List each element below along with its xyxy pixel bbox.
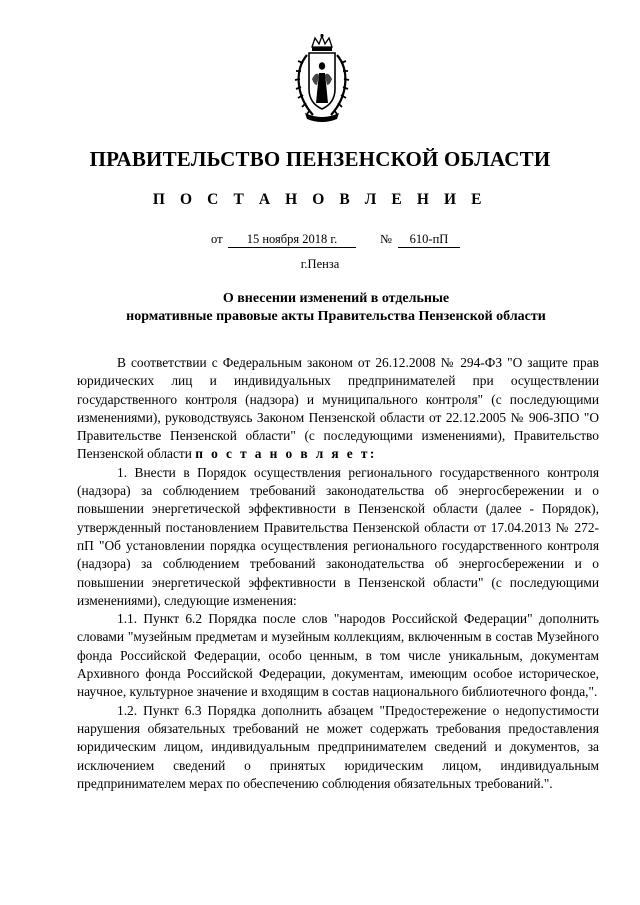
document-type: П О С Т А Н О В Л Е Н И Е (152, 191, 488, 208)
decree-keyword: п о с т а н о в л я е т: (195, 446, 377, 462)
coat-of-arms-icon (293, 33, 351, 123)
document-body (77, 354, 599, 793)
organization-name: ПРАВИТЕЛЬСТВО ПЕНЗЕНСКОЙ ОБЛАСТИ (89, 147, 551, 171)
title-line-2: нормативные правовые акты Правительства Пензенской области (126, 309, 546, 324)
paragraph-item-1-2: 1.2. Пункт 6.3 Порядка дополнить абзацем "Предостережение о недопустимости нарушения обязательных требований не может содержать требования предоставления юридическим лицом, индивидуальным предпринимателем сведений и документов, за исключением сведений о принятых юридическим лицом, индивидуальным предпринимателем мерах по обеспечению соблюдения обязательных требований.". (77, 702, 599, 791)
document-date: 15 ноября 2018 г. (228, 232, 356, 248)
document-city: г.Пенза (300, 257, 340, 271)
paragraph-preamble: В соответствии с Федеральным законом от 26.12.2008 № 294-ФЗ "О защите прав юридических лиц и индивидуальных предпринимателей при осуществлении государственного контроля (надзора) и муниципального контроля" (с последующими изменениями), руководствуясь Законом Пензенской области от 22.12.2005 № 906-ЗПО "О Правительстве Пензенской области" (с последующими изменениями), Правительство Пензенской области п о с т а н о в л я е т: (77, 355, 599, 462)
number-prefix: № (380, 232, 392, 246)
document-title (0, 290, 640, 326)
date-prefix: от (211, 232, 223, 246)
paragraph-item-1: 1. Внести в Порядок осуществления регионального государственного контроля (надзора) за соблюдением требований законодательства об энергосбережении и о повышении энергетической эффективности в Пензенской области (далее - Порядок), утвержденный постановлением Правительства Пензенской области от 17.04.2013 № 272-пП "Об установлении порядка осуществления регионального государственного контроля (надзора) за соблюдением требований законодательства об энергосбережении и о повышении энергетической эффективности в Пензенской области" (с последующими изменениями), следующие изменения: (77, 464, 599, 608)
title-line-1: О внесении изменений в отдельные (222, 291, 450, 306)
paragraph-item-1-1: 1.1. Пункт 6.2 Порядка после слов "народов Российской Федерации" дополнить словами "музейным предметам и музейным коллекциям, включенным в состав Музейного фонда Российской Федерации, особо ценным, в том числе уникальным, документам Архивного фонда Российской Федерации, документам, имеющим особое историческое, научное, культурное значение и входящим в состав национального библиотечного фонда,". (77, 611, 599, 700)
document-number: 610-пП (398, 232, 460, 248)
